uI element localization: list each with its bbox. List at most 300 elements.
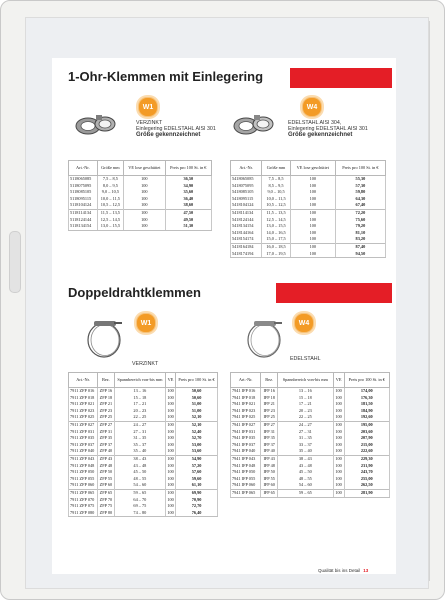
table-cell: 11,5 – 13,5 — [97, 209, 123, 216]
table-cell: 7941 IFP 023 — [231, 408, 261, 415]
table-cell: 100 — [124, 209, 166, 216]
table-row — [231, 489, 390, 497]
table-cell: 100 — [333, 442, 344, 449]
table-row — [69, 435, 218, 442]
table-row — [231, 196, 386, 203]
table-cell: 59,60 — [176, 476, 218, 483]
table-cell: 7911 ZFP 065 — [69, 489, 98, 496]
table-row — [231, 429, 390, 436]
table-cell: 35,60 — [165, 189, 211, 196]
table-row — [69, 217, 212, 224]
table-cell: 69,90 — [176, 489, 218, 496]
table-cell: 184,90 — [344, 408, 389, 415]
table-cell: 31 – 35 — [114, 435, 165, 442]
table-cell: 5418174194 — [231, 251, 262, 258]
table-ear-clamp-stainless — [230, 160, 386, 258]
table-cell: 7941 IFP 016 — [231, 388, 261, 395]
table-cell: ZFP 40 — [98, 448, 115, 455]
table-row — [231, 243, 386, 250]
table-cell: 100 — [166, 510, 176, 517]
column-header: Bez. — [261, 373, 278, 388]
column-header: Größe mm — [262, 161, 291, 176]
table-cell: 192,60 — [344, 414, 389, 421]
table-cell: ZFP 18 — [98, 395, 115, 402]
table-cell: 195,00 — [344, 421, 389, 428]
table-cell: 17 – 21 — [114, 401, 165, 408]
table-cell: 83,20 — [335, 236, 385, 243]
table-cell: 100 — [333, 429, 344, 436]
table-cell: 54 – 60 — [278, 482, 334, 489]
table-row — [231, 421, 390, 428]
table-cell: 7,5 – 8,5 — [97, 176, 123, 183]
table-cell: 100 — [167, 496, 174, 502]
column-header: Spannbereich von-bis mm — [114, 373, 165, 388]
badge-w1: W1 — [136, 313, 156, 333]
table-cell: 70,90 — [176, 497, 218, 504]
table-cell: 36,50 — [165, 176, 211, 183]
table-cell: 100 — [333, 435, 344, 442]
table-cell: 100 — [333, 476, 344, 483]
table-row — [69, 408, 218, 415]
table-row — [231, 408, 390, 415]
table-cell: 100 — [333, 469, 344, 476]
table-cell: 22 – 25 — [278, 414, 334, 421]
table-cell: 100 — [124, 183, 166, 190]
table-row — [69, 223, 212, 230]
table-cell: 10,0 – 11,5 — [262, 196, 291, 203]
table-row — [231, 388, 390, 395]
table-cell: 24 – 27 — [114, 421, 165, 428]
desc-double-wire-stainless: EDELSTAHL — [290, 356, 321, 362]
table-cell: 8,0 – 9,5 — [97, 183, 123, 190]
table-row — [69, 503, 218, 510]
table-cell: 100 — [167, 401, 174, 407]
table-cell: 38,60 — [165, 202, 211, 209]
table-row — [231, 230, 386, 237]
table-cell: ZFP 37 — [98, 442, 115, 449]
table-header-row — [231, 161, 386, 176]
table-cell: 38 – 43 — [114, 455, 165, 462]
column-header: VE lose geschüttet — [124, 161, 166, 176]
table-cell: 31 – 35 — [278, 435, 334, 442]
table-cell: 100 — [167, 388, 174, 393]
table-row — [69, 429, 218, 436]
table-cell: ZFP 50 — [98, 469, 115, 476]
table-cell: 49,50 — [165, 217, 211, 224]
table-cell: 281,90 — [344, 489, 389, 497]
column-header: Größe mm — [97, 161, 123, 176]
table-row — [69, 442, 218, 449]
table-cell: 36,40 — [165, 196, 211, 203]
table-cell: 7941 IFP 037 — [231, 442, 261, 449]
table-row — [69, 469, 218, 476]
table-cell: 51,00 — [176, 408, 218, 415]
table-cell: 207,90 — [344, 435, 389, 442]
table-cell: 13 – 16 — [278, 388, 334, 395]
table-cell: 7911 ZFP 075 — [69, 503, 98, 510]
table-row — [231, 189, 386, 196]
table-row — [69, 510, 218, 517]
table-cell: 7941 IFP 021 — [231, 401, 261, 408]
table-cell: 7941 IFP 048 — [231, 463, 261, 470]
table-cell: 7911 ZFP 018 — [69, 395, 98, 402]
table-cell: 52,40 — [176, 429, 218, 436]
table-cell: 67,40 — [335, 202, 385, 209]
table-cell: 7911 ZFP 043 — [69, 455, 98, 462]
table-cell: 57,30 — [335, 183, 385, 190]
double-wire-clamp-galvanized-icon — [84, 318, 126, 360]
section-title-ear-clamps: 1-Ohr-Klemmen mit Einlegering — [68, 69, 264, 84]
table-cell: 76,40 — [176, 510, 218, 517]
table-cell: 74 – 80 — [114, 510, 165, 517]
table-cell: 100 — [290, 223, 335, 230]
table-cell: 100 — [167, 503, 174, 509]
table-cell: IFP 65 — [261, 489, 278, 497]
table-row — [69, 497, 218, 504]
column-header: Bez. — [98, 373, 115, 388]
table-cell: 100 — [333, 414, 344, 421]
table-cell: 17,0 – 19,5 — [262, 251, 291, 258]
table-cell: 35 – 40 — [278, 448, 334, 455]
column-header: Preis pro 100 St. in € — [344, 373, 389, 388]
table-cell: 35 – 37 — [114, 442, 165, 449]
table-cell: 5418124144 — [231, 217, 262, 224]
table-cell: 100 — [124, 189, 166, 196]
table-cell: 48 – 55 — [278, 476, 334, 483]
table-cell: 5118104124 — [69, 202, 98, 209]
table-row — [231, 202, 386, 209]
table-cell: 100 — [290, 236, 335, 243]
table-cell: 5118065085 — [69, 176, 98, 183]
table-cell: 215,00 — [344, 442, 389, 449]
table-cell: 11,5 – 13,5 — [262, 209, 291, 216]
table-cell: 38 – 43 — [278, 455, 334, 462]
table-cell: 5418095115 — [231, 196, 262, 203]
table-double-wire-stainless — [230, 372, 390, 498]
table-cell: 100 — [290, 209, 335, 216]
table-row — [231, 469, 390, 476]
table-header-row — [231, 373, 390, 388]
table-cell: 7911 ZFP 080 — [69, 510, 98, 517]
table-cell: 20 – 23 — [278, 408, 334, 415]
table-cell: 8,5 – 9,5 — [262, 183, 291, 190]
table-cell: 57,60 — [176, 469, 218, 476]
table-cell: 72,20 — [335, 209, 385, 216]
desc-double-wire-galvanized: VERZINKT — [132, 361, 159, 367]
table-row — [231, 455, 390, 462]
table-row — [231, 223, 386, 230]
table-cell: 34,90 — [165, 183, 211, 190]
badge-w1: W1 — [138, 97, 158, 117]
table-cell: 100 — [333, 463, 344, 470]
table-cell: IFP 50 — [261, 469, 278, 476]
table-cell: 13,0 – 15,5 — [262, 223, 291, 230]
table-cell: 176,30 — [344, 395, 389, 402]
table-row — [69, 388, 218, 395]
table-cell: ZFP 43 — [98, 455, 115, 462]
table-cell: 55,30 — [335, 176, 385, 183]
table-cell: 243,70 — [344, 469, 389, 476]
table-cell: 94,50 — [335, 251, 385, 258]
table-cell: 15 – 18 — [278, 395, 334, 402]
table-cell: 7911 ZFP 031 — [69, 429, 98, 436]
table-cell: 7941 IFP 050 — [231, 469, 261, 476]
table-cell: 79,20 — [335, 223, 385, 230]
table-cell: 5418154174 — [231, 236, 262, 243]
table-cell: 45 – 50 — [278, 469, 334, 476]
table-cell: 53,60 — [176, 448, 218, 455]
table-cell: 100 — [333, 448, 344, 455]
table-cell: 87,40 — [335, 243, 385, 250]
table-cell: ZFP 21 — [98, 401, 115, 408]
desc-ear-clamp-stainless — [288, 120, 368, 138]
table-cell: 7911 ZFP 070 — [69, 497, 98, 504]
table-cell: 7911 ZFP 025 — [69, 414, 98, 421]
column-header: Preis pro 100 St. in € — [165, 161, 211, 176]
table-cell: ZFP 55 — [98, 476, 115, 483]
column-header: VE — [166, 373, 176, 388]
table-row — [69, 202, 212, 209]
table-row — [231, 442, 390, 449]
table-cell: IFP 18 — [261, 395, 278, 402]
table-cell: 20 – 23 — [114, 408, 165, 415]
table-cell: 100 — [167, 428, 174, 434]
table-cell: IFP 31 — [261, 429, 278, 436]
column-header: Art.-Nr. — [231, 373, 261, 388]
table-cell: 5418065085 — [231, 176, 262, 183]
table-cell: IFP 35 — [261, 435, 278, 442]
table-cell: 7911 ZFP 035 — [69, 435, 98, 442]
table-cell: 5418164184 — [231, 243, 262, 250]
table-cell: IFP 48 — [261, 463, 278, 470]
table-cell: 59 – 65 — [114, 489, 165, 496]
table-cell: 100 — [333, 401, 344, 408]
footer-tagline: Qualität bis ins Detail — [318, 568, 361, 573]
table-cell: IFP 60 — [261, 482, 278, 489]
table-cell: 43 – 48 — [114, 463, 165, 470]
table-cell: 10,5 – 12,5 — [97, 202, 123, 209]
table-row — [69, 489, 218, 496]
table-cell: 24 – 27 — [278, 421, 334, 428]
table-cell: 100 — [167, 441, 174, 447]
table-cell: 50,60 — [176, 395, 218, 402]
sleeve-hinge — [429, 21, 438, 581]
table-cell: 100 — [333, 408, 344, 415]
table-cell: 57,20 — [176, 463, 218, 470]
table-cell: 174,00 — [344, 388, 389, 395]
table-cell: 5118095115 — [69, 196, 98, 203]
table-cell: 72,70 — [176, 503, 218, 510]
table-cell: 222,60 — [344, 448, 389, 455]
sleeve-grip-tab[interactable] — [9, 231, 21, 293]
table-cell: IFP 55 — [261, 476, 278, 483]
table-cell: 100 — [124, 223, 166, 230]
table-cell: 43 – 48 — [278, 463, 334, 470]
desc-line-1: EDELSTAHL AISI 304, — [288, 120, 342, 126]
table-cell: 16,0 – 18,5 — [262, 243, 291, 250]
table-cell: ZFP 27 — [98, 421, 115, 428]
table-cell: 33 – 37 — [278, 442, 334, 449]
table-row — [231, 448, 390, 455]
table-cell: ZFP 75 — [98, 503, 115, 510]
table-cell: 5118124144 — [69, 217, 98, 224]
table-row — [69, 476, 218, 483]
table-row — [69, 395, 218, 402]
table-cell: 262,50 — [344, 482, 389, 489]
table-cell: 7941 IFP 065 — [231, 489, 261, 497]
table-cell: 100 — [290, 243, 335, 250]
table-cell: IFP 43 — [261, 455, 278, 462]
table-cell: 27 – 31 — [278, 429, 334, 436]
table-cell: 5118085105 — [69, 189, 98, 196]
table-header-row — [69, 373, 218, 388]
table-row — [231, 482, 390, 489]
desc-strong: Größe gekennzeichnet — [288, 132, 353, 138]
table-cell: 100 — [167, 489, 174, 495]
desc-strong: Größe gekennzeichnet — [136, 132, 201, 138]
table-cell: 100 — [166, 448, 176, 455]
table-cell: IFP 37 — [261, 442, 278, 449]
table-row — [69, 414, 218, 421]
table-row — [231, 209, 386, 216]
table-cell: 100 — [333, 482, 344, 489]
table-cell: 7911 ZFP 048 — [69, 463, 98, 470]
table-cell: 100 — [167, 469, 174, 475]
table-row — [231, 463, 390, 470]
table-cell: 69 – 75 — [114, 503, 165, 510]
table-row — [69, 176, 212, 183]
table-cell: 9,0 – 10,5 — [262, 189, 291, 196]
table-cell: ZFP 65 — [98, 489, 115, 496]
table-cell: ZFP 23 — [98, 408, 115, 415]
table-cell: 100 — [167, 455, 174, 461]
table-cell: 22 – 25 — [114, 414, 165, 421]
table-cell: 181,50 — [344, 401, 389, 408]
double-wire-clamp-stainless-icon — [244, 318, 286, 360]
column-header: VE — [333, 373, 344, 388]
table-cell: 7,5 – 8,5 — [262, 176, 291, 183]
table-row — [69, 196, 212, 203]
table-cell: 5418114134 — [231, 209, 262, 216]
table-row — [69, 455, 218, 462]
table-cell: 10,5 – 12,5 — [262, 202, 291, 209]
table-cell: 5418134154 — [231, 223, 262, 230]
table-cell: ZFP 31 — [98, 429, 115, 436]
table-cell: 100 — [290, 189, 335, 196]
table-row — [231, 476, 390, 483]
table-cell: IFP 23 — [261, 408, 278, 415]
table-cell: 7911 ZFP 016 — [69, 388, 98, 395]
table-row — [231, 435, 390, 442]
column-header: Art.-Nr. — [231, 161, 262, 176]
table-cell: 100 — [167, 435, 174, 441]
table-cell: 255,00 — [344, 476, 389, 483]
table-row — [231, 183, 386, 190]
table-cell: 7941 IFP 040 — [231, 448, 261, 455]
table-header-row — [69, 161, 212, 176]
table-cell: 7911 ZFP 040 — [69, 448, 98, 455]
table-cell: ZFP 35 — [98, 435, 115, 442]
table-cell: 48 – 55 — [114, 476, 165, 483]
column-header: VE lose geschüttet — [290, 161, 335, 176]
table-cell: 75,60 — [335, 217, 385, 224]
table-cell: 5418075095 — [231, 183, 262, 190]
table-cell: 17 – 21 — [278, 401, 334, 408]
table-cell: IFP 16 — [261, 388, 278, 395]
desc-line-2: Einlegering EDELSTAHL AISI 301 — [288, 126, 368, 132]
table-cell: 100 — [333, 388, 344, 395]
desc-line-1: VERZINKT — [136, 120, 163, 126]
table-cell: 100 — [333, 395, 344, 402]
table-row — [231, 395, 390, 402]
ear-clamp-stainless-icon — [232, 112, 276, 136]
table-cell: 100 — [290, 202, 335, 209]
table-cell: 100 — [333, 489, 344, 497]
table-cell: ZFP 60 — [98, 482, 115, 489]
table-cell: 81,10 — [335, 230, 385, 237]
table-cell: 100 — [166, 482, 176, 489]
table-cell: ZFP 48 — [98, 463, 115, 470]
table-ear-clamp-galvanized — [68, 160, 212, 231]
table-cell: 54,90 — [176, 455, 218, 462]
table-cell: ZFP 16 — [98, 388, 115, 395]
column-header: Preis pro 100 St. in € — [335, 161, 385, 176]
table-row — [69, 421, 218, 428]
table-cell: IFP 40 — [261, 448, 278, 455]
table-cell: 7941 IFP 031 — [231, 429, 261, 436]
table-cell: 54 – 60 — [114, 482, 165, 489]
table-row — [69, 448, 218, 455]
table-cell: 100 — [124, 202, 166, 209]
table-cell: 100 — [167, 407, 174, 413]
table-cell: 100 — [166, 414, 176, 421]
table-cell: 7941 IFP 025 — [231, 414, 261, 421]
desc-ear-clamp-galvanized — [136, 120, 216, 138]
table-cell: 51,30 — [165, 223, 211, 230]
table-cell: 52,10 — [176, 421, 218, 428]
badge-w4: W4 — [294, 313, 314, 333]
table-cell: 100 — [167, 475, 174, 481]
table-cell: 231,90 — [344, 463, 389, 470]
table-cell: 100 — [167, 421, 174, 427]
table-row — [231, 236, 386, 243]
column-header: Preis pro 100 St. in € — [176, 373, 218, 388]
table-cell: 100 — [124, 176, 166, 183]
table-cell: 53,00 — [176, 442, 218, 449]
badge-w4: W4 — [302, 97, 322, 117]
column-header: Art.-Nr. — [69, 373, 98, 388]
table-cell: 7911 ZFP 050 — [69, 469, 98, 476]
table-cell: ZFP 25 — [98, 414, 115, 421]
table-cell: 7941 IFP 035 — [231, 435, 261, 442]
desc-line-2: Einlegering EDELSTAHL AISI 301 — [136, 126, 216, 132]
table-cell: 14,0 – 16,5 — [262, 230, 291, 237]
table-cell: 100 — [290, 217, 335, 224]
table-cell: 5418144164 — [231, 230, 262, 237]
table-cell: 7911 ZFP 037 — [69, 442, 98, 449]
table-cell: ZFP 80 — [98, 510, 115, 517]
table-cell: 59 – 65 — [278, 489, 334, 497]
table-cell: 100 — [290, 230, 335, 237]
table-cell: 5118075095 — [69, 183, 98, 190]
table-cell: 47,50 — [165, 209, 211, 216]
table-cell: ZFP 70 — [98, 497, 115, 504]
table-cell: 15,0 – 17,5 — [262, 236, 291, 243]
table-row — [231, 176, 386, 183]
table-cell: IFP 25 — [261, 414, 278, 421]
table-cell: 7941 IFP 018 — [231, 395, 261, 402]
section-title-double-wire-clamps: Doppeldrahtklemmen — [68, 285, 201, 300]
